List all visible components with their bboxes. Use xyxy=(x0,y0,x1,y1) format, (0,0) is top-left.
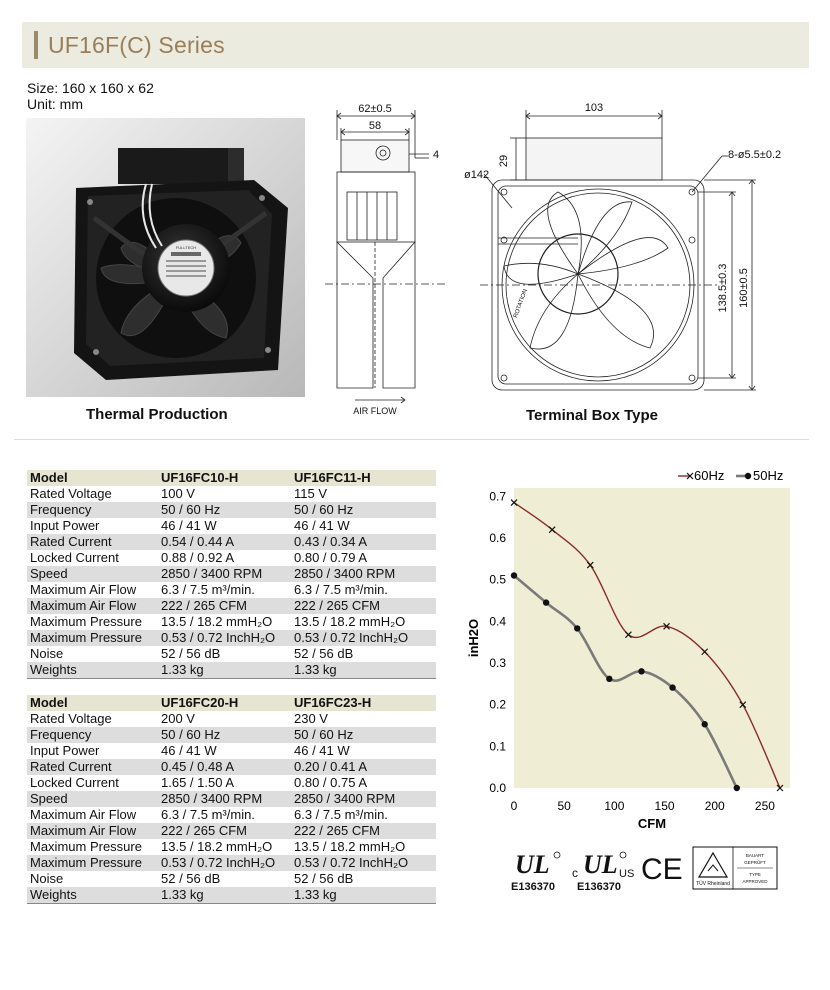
y-tick-label: 0.2 xyxy=(489,697,506,712)
spec-row xyxy=(27,711,436,727)
spec-label: Maximum Air Flow xyxy=(27,598,158,614)
dim-box-width: 103 xyxy=(584,102,604,114)
front-view-drawing xyxy=(460,98,795,400)
svg-text:UL: UL xyxy=(583,850,618,879)
x-tick-label: 150 xyxy=(654,799,675,813)
dim-holes: 8-ø5.5±0.2 xyxy=(728,149,782,161)
spec-label: Input Power xyxy=(27,743,158,759)
y-axis-label: inH2O xyxy=(466,618,481,658)
spec-header-cell: Model xyxy=(27,695,158,711)
spec-label: Weights xyxy=(27,887,158,904)
spec-row xyxy=(27,839,436,855)
spec-value: 115 V xyxy=(291,486,436,502)
spec-value: 52 / 56 dB xyxy=(291,871,436,887)
data-point-50Hz xyxy=(574,625,580,631)
spec-value: 222 / 265 CFM xyxy=(158,598,291,614)
y-tick-label: 0.4 xyxy=(489,614,506,629)
spec-table-1 xyxy=(27,470,436,679)
spec-value: 2850 / 3400 RPM xyxy=(291,566,436,582)
ul-logo xyxy=(511,850,560,893)
spec-value: 1.65 / 1.50 A xyxy=(158,775,291,791)
photo-caption: Thermal Production xyxy=(86,406,228,423)
page-header xyxy=(22,22,809,68)
y-tick-label: 0.0 xyxy=(489,781,506,795)
spec-label: Rated Voltage xyxy=(27,486,158,502)
spec-value: 46 / 41 W xyxy=(158,518,291,534)
spec-value: 52 / 56 dB xyxy=(158,646,291,662)
air-flow-label: AIR FLOW xyxy=(353,406,397,416)
y-tick-label: 0.7 xyxy=(489,489,506,504)
spec-label: Rated Current xyxy=(27,534,158,550)
data-point-50Hz xyxy=(669,684,675,690)
unit-label: Unit: mm xyxy=(27,96,83,112)
x-tick-label: 100 xyxy=(604,799,625,813)
spec-value: 0.54 / 0.44 A xyxy=(158,534,291,550)
terminal-caption: Terminal Box Type xyxy=(526,407,658,424)
y-tick-label: 0.1 xyxy=(489,739,506,754)
svg-text:BAUART: BAUART xyxy=(745,853,765,858)
spec-value: 50 / 60 Hz xyxy=(291,727,436,743)
spec-label: Frequency xyxy=(27,727,158,743)
size-label: Size: 160 x 160 x 62 xyxy=(27,80,154,96)
y-tick-label: 0.5 xyxy=(489,572,506,587)
spec-value: 6.3 / 7.5 m³/min. xyxy=(158,807,291,823)
spec-label: Maximum Pressure xyxy=(27,630,158,646)
spec-row xyxy=(27,502,436,518)
spec-header-cell: Model xyxy=(27,470,158,486)
y-tick-label: 0.3 xyxy=(489,656,506,670)
spec-value: 1.33 kg xyxy=(291,887,436,904)
spec-row xyxy=(27,807,436,823)
spec-row xyxy=(27,614,436,630)
spec-table-2 xyxy=(27,695,436,904)
data-point-50Hz xyxy=(543,599,549,605)
spec-value: 222 / 265 CFM xyxy=(291,823,436,839)
spec-row xyxy=(27,630,436,646)
spec-value: 13.5 / 18.2 mmH₂O xyxy=(291,614,436,630)
spec-value: 6.3 / 7.5 m³/min. xyxy=(291,582,436,598)
header-accent-bar xyxy=(34,31,38,59)
spec-label: Speed xyxy=(27,791,158,807)
x-tick-label: 50 xyxy=(557,799,571,813)
spec-label: Maximum Pressure xyxy=(27,855,158,871)
spec-row xyxy=(27,791,436,807)
spec-value: 0.43 / 0.34 A xyxy=(291,534,436,550)
spec-value: 13.5 / 18.2 mmH₂O xyxy=(291,839,436,855)
spec-row xyxy=(27,582,436,598)
x-tick-label: 0 xyxy=(510,799,518,813)
ul-number: E136370 xyxy=(511,881,556,893)
spec-label: Rated Current xyxy=(27,759,158,775)
spec-header-cell: UF16FC11-H xyxy=(291,470,436,486)
tuv-label: TÜV Rheinland xyxy=(696,881,730,887)
dim-box-height: 29 xyxy=(498,154,510,168)
photo-brand-label: FULLTECH xyxy=(175,245,197,250)
spec-header-cell: UF16FC23-H xyxy=(291,695,436,711)
spec-header-cell: UF16FC10-H xyxy=(158,470,291,486)
section-divider xyxy=(14,439,809,440)
spec-label: Frequency xyxy=(27,502,158,518)
dim-frame: 160±0.5 xyxy=(738,268,750,308)
dim-offset: 4 xyxy=(433,149,440,161)
spec-label: Maximum Air Flow xyxy=(27,582,158,598)
spec-value: 50 / 60 Hz xyxy=(291,502,436,518)
spec-value: 1.33 kg xyxy=(158,662,291,679)
spec-value: 0.53 / 0.72 InchH₂O xyxy=(291,630,436,646)
spec-value: 46 / 41 W xyxy=(158,743,291,759)
spec-value: 2850 / 3400 RPM xyxy=(158,566,291,582)
spec-value: 2850 / 3400 RPM xyxy=(291,791,436,807)
spec-header-row xyxy=(27,470,436,486)
spec-label: Rated Voltage xyxy=(27,711,158,727)
spec-row xyxy=(27,518,436,534)
cul-us: US xyxy=(619,868,635,880)
spec-row xyxy=(27,566,436,582)
spec-value: 0.80 / 0.79 A xyxy=(291,550,436,566)
spec-value: 222 / 265 CFM xyxy=(291,598,436,614)
spec-value: 46 / 41 W xyxy=(291,518,436,534)
pq-chart xyxy=(456,458,806,838)
spec-value: 13.5 / 18.2 mmH₂O xyxy=(158,614,291,630)
spec-label: Locked Current xyxy=(27,775,158,791)
spec-row xyxy=(27,887,436,904)
spec-row xyxy=(27,823,436,839)
spec-row xyxy=(27,486,436,502)
spec-row xyxy=(27,743,436,759)
dim-depth: 62±0.5 xyxy=(358,103,392,115)
spec-value: 100 V xyxy=(158,486,291,502)
spec-value: 13.5 / 18.2 mmH₂O xyxy=(158,839,291,855)
spec-row xyxy=(27,662,436,679)
svg-text:UL: UL xyxy=(515,850,550,879)
data-point-50Hz xyxy=(606,676,612,682)
svg-text:APPROVED: APPROVED xyxy=(742,879,768,884)
spec-label: Maximum Pressure xyxy=(27,614,158,630)
side-view-drawing xyxy=(325,98,450,420)
spec-value: 0.53 / 0.72 InchH₂O xyxy=(158,630,291,646)
legend-marker-50hz xyxy=(745,473,751,479)
spec-row xyxy=(27,534,436,550)
svg-text:GEPRÜFT: GEPRÜFT xyxy=(744,860,766,865)
spec-value: 0.53 / 0.72 InchH₂O xyxy=(291,855,436,871)
spec-header-row xyxy=(27,695,436,711)
data-point-50Hz xyxy=(734,785,740,791)
spec-label: Noise xyxy=(27,871,158,887)
dim-diameter: ø142 xyxy=(464,169,490,181)
data-point-50Hz xyxy=(638,668,644,674)
x-tick-label: 250 xyxy=(754,799,775,813)
spec-value: 50 / 60 Hz xyxy=(158,502,291,518)
dim-inner-depth: 58 xyxy=(368,120,382,132)
x-tick-label: 200 xyxy=(704,799,725,813)
spec-value: 0.88 / 0.92 A xyxy=(158,550,291,566)
spec-label: Weights xyxy=(27,662,158,679)
spec-label: Speed xyxy=(27,566,158,582)
data-point-50Hz xyxy=(701,721,707,727)
spec-value: 52 / 56 dB xyxy=(158,871,291,887)
legend-label-50hz: 50Hz xyxy=(753,468,784,483)
spec-value: 0.53 / 0.72 InchH₂O xyxy=(158,855,291,871)
spec-value: 2850 / 3400 RPM xyxy=(158,791,291,807)
spec-label: Maximum Air Flow xyxy=(27,823,158,839)
spec-row xyxy=(27,871,436,887)
tuv-logo xyxy=(693,847,777,889)
spec-row xyxy=(27,727,436,743)
data-point-50Hz xyxy=(511,572,517,578)
spec-row xyxy=(27,646,436,662)
spec-value: 0.80 / 0.75 A xyxy=(291,775,436,791)
spec-row xyxy=(27,775,436,791)
spec-label: Input Power xyxy=(27,518,158,534)
spec-row xyxy=(27,855,436,871)
spec-header-cell: UF16FC20-H xyxy=(158,695,291,711)
certification-logos xyxy=(505,845,795,895)
ce-mark: CE xyxy=(641,853,683,886)
spec-row xyxy=(27,759,436,775)
fan-photo xyxy=(26,118,305,397)
spec-row xyxy=(27,550,436,566)
cul-logo xyxy=(572,850,634,893)
spec-value: 6.3 / 7.5 m³/min. xyxy=(291,807,436,823)
spec-value: 200 V xyxy=(158,711,291,727)
spec-value: 230 V xyxy=(291,711,436,727)
page-title: UF16F(C) Series xyxy=(48,32,225,58)
spec-value: 52 / 56 dB xyxy=(291,646,436,662)
cul-number: E136370 xyxy=(577,881,622,893)
spec-value: 222 / 265 CFM xyxy=(158,823,291,839)
spec-label: Maximum Pressure xyxy=(27,839,158,855)
spec-value: 0.20 / 0.41 A xyxy=(291,759,436,775)
spec-value: 1.33 kg xyxy=(158,887,291,904)
spec-value: 1.33 kg xyxy=(291,662,436,679)
spec-value: 46 / 41 W xyxy=(291,743,436,759)
spec-value: 0.45 / 0.48 A xyxy=(158,759,291,775)
rotation-label: ROTATION xyxy=(513,288,530,319)
spec-row xyxy=(27,598,436,614)
spec-label: Locked Current xyxy=(27,550,158,566)
spec-value: 50 / 60 Hz xyxy=(158,727,291,743)
cul-c: c xyxy=(572,866,578,880)
dim-hole-pitch: 138.5±0.3 xyxy=(717,263,729,313)
legend-label-60hz: 60Hz xyxy=(694,468,725,483)
y-tick-label: 0.6 xyxy=(489,531,506,545)
spec-value: 6.3 / 7.5 m³/min. xyxy=(158,582,291,598)
spec-label: Noise xyxy=(27,646,158,662)
x-axis-label: CFM xyxy=(637,816,667,831)
spec-label: Maximum Air Flow xyxy=(27,807,158,823)
svg-text:TYPE: TYPE xyxy=(749,872,761,877)
